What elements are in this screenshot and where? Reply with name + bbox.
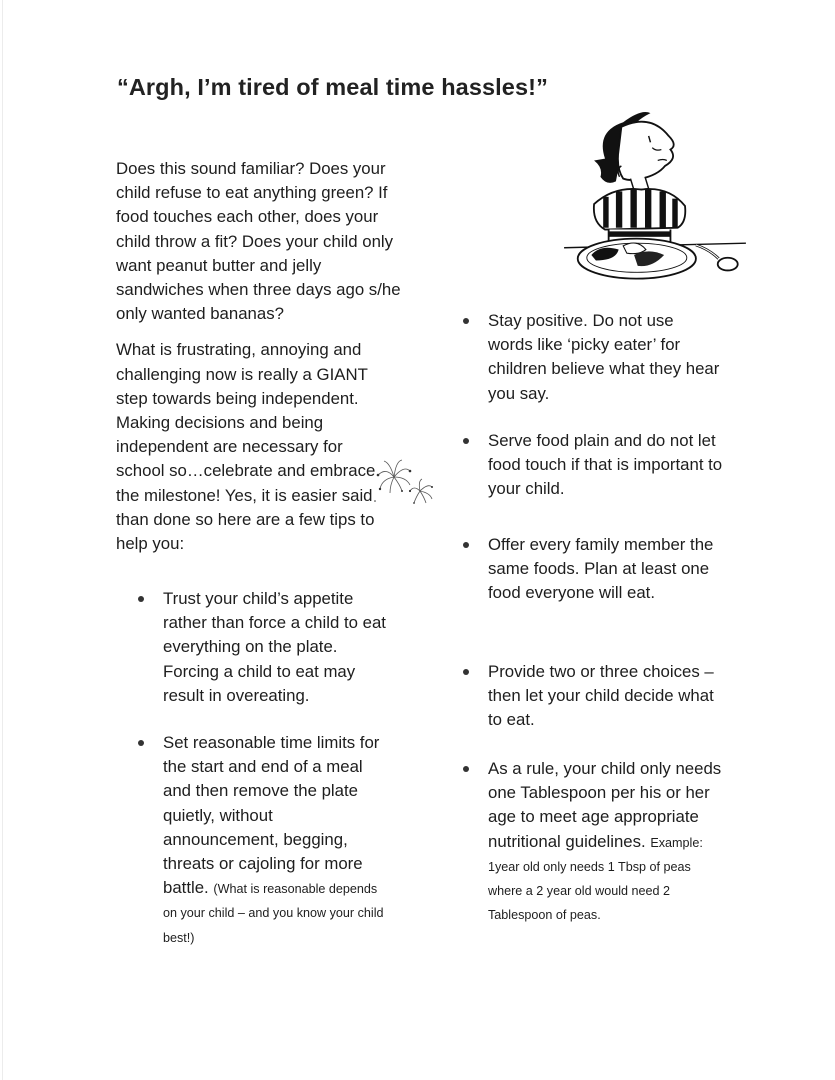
bullet-icon	[463, 669, 469, 675]
bullet-icon	[138, 596, 144, 602]
intro-paragraph-1: Does this sound familiar? Does your child refuse to eat anything green? If food touches each other, does your child throw a fit? Does your child only want peanut butter and jelly sandwiches when three days ago s/he only wanted bananas?	[116, 159, 401, 324]
child-at-table-illustration	[550, 95, 760, 295]
tip-item	[138, 731, 388, 949]
tip-text: Provide two or three choices – then let your child decide what to eat.	[488, 662, 714, 730]
tip-item	[463, 660, 728, 733]
bullet-icon	[463, 766, 469, 772]
bullet-icon	[463, 318, 469, 324]
tip-item	[463, 309, 723, 406]
fireworks-icon	[372, 455, 434, 505]
tip-text: Set reasonable time limits for the start and end of a meal and then remove the plate quietly, without announcement, begging, threats or cajoling for more battle.	[163, 733, 380, 898]
tip-note: (What is reasonable depends on your child – and you know your child best!)	[163, 882, 384, 945]
tip-text: Trust your child’s appetite rather than force a child to eat everything on the plate. Forcing a child to eat may result in overeating.	[163, 589, 386, 705]
tip-text: Offer every family member the same foods. Plan at least one food everyone will eat.	[488, 535, 714, 603]
tip-text: Stay positive. Do not use words like ‘picky eater’ for children believe what they hear you say.	[488, 311, 720, 403]
page-title: “Argh, I’m tired of meal time hassles!”	[117, 74, 548, 100]
bullet-icon	[463, 438, 469, 444]
tip-item	[463, 429, 723, 502]
tip-text: As a rule, your child only needs one Tablespoon per his or her age to meet age appropriate nutritional guidelines.	[488, 759, 722, 851]
bullet-icon	[138, 740, 144, 746]
tip-item	[463, 533, 723, 606]
tip-text: Serve food plain and do not let food touch if that is important to your child.	[488, 431, 723, 499]
intro-paragraph-2: What is frustrating, annoying and challenging now is really a GIANT step towards being independent. Making decisions and being independent are necessary for school so…celebrate and embrace the milestone! Yes, it is easier said than done so here are a few tips to help you:	[116, 340, 376, 554]
tip-item	[138, 587, 388, 708]
intro-section	[116, 157, 406, 568]
bullet-icon	[463, 542, 469, 548]
tip-item	[463, 757, 728, 926]
scan-edge-line	[2, 0, 3, 1080]
tip-note: Example: 1year old only needs 1 Tbsp of peas where a 2 year old would need 2 Tablespoon of peas.	[488, 835, 703, 923]
